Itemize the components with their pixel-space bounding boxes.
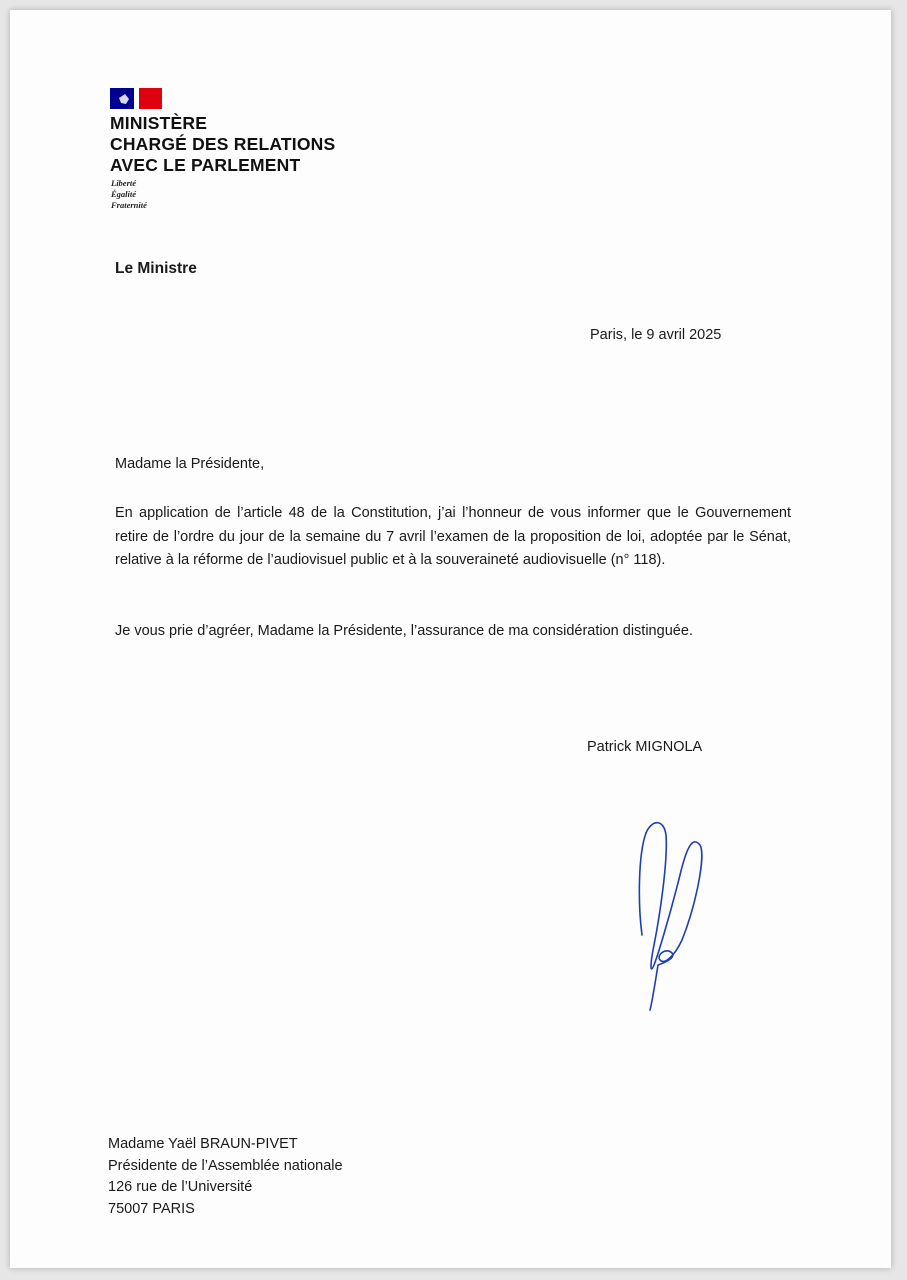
salutation: Madame la Présidente, bbox=[115, 456, 265, 472]
motto-line: Liberté bbox=[111, 178, 137, 188]
republic-motto bbox=[111, 178, 147, 211]
letter-page bbox=[10, 10, 891, 1268]
ministry-line: MINISTÈRE bbox=[110, 113, 208, 133]
ministry-line: CHARGÉ DES RELATIONS bbox=[110, 134, 336, 154]
recipient-line: Madame Yaël BRAUN-PIVET bbox=[108, 1136, 298, 1152]
flag-blue-band bbox=[110, 88, 134, 109]
ministry-name bbox=[110, 113, 410, 176]
body-paragraph: En application de l’article 48 de la Constitution, j’ai l’honneur de vous informer que le Gouvernement retire de l’ordre du jour de la semaine du 7 avril l’examen de la proposition de loi, adoptée par le Sénat, relative à la réforme de l’audiovisuel public et à la souveraineté audiovisuelle (n° 118). bbox=[115, 505, 791, 569]
motto-line: Fraternité bbox=[111, 200, 147, 210]
recipient-line: Présidente de l’Assemblée nationale bbox=[108, 1157, 343, 1174]
handwritten-signature bbox=[620, 815, 710, 1015]
sender-role: Le Ministre bbox=[115, 260, 197, 277]
french-flag-logo bbox=[110, 88, 162, 109]
recipient-line: 75007 PARIS bbox=[108, 1200, 195, 1217]
closing-formula: Je vous prie d’agréer, Madame la Présidente, l’assurance de ma considération distinguée. bbox=[115, 623, 693, 639]
motto-line: Égalité bbox=[111, 189, 137, 199]
recipient-address bbox=[108, 1134, 343, 1220]
ministry-line: AVEC LE PARLEMENT bbox=[110, 155, 301, 175]
signer-name: Patrick MIGNOLA bbox=[587, 739, 703, 755]
letter-date: Paris, le 9 avril 2025 bbox=[590, 327, 722, 343]
flag-red-band bbox=[139, 88, 163, 109]
recipient-line: 126 rue de l’Université bbox=[108, 1179, 253, 1195]
